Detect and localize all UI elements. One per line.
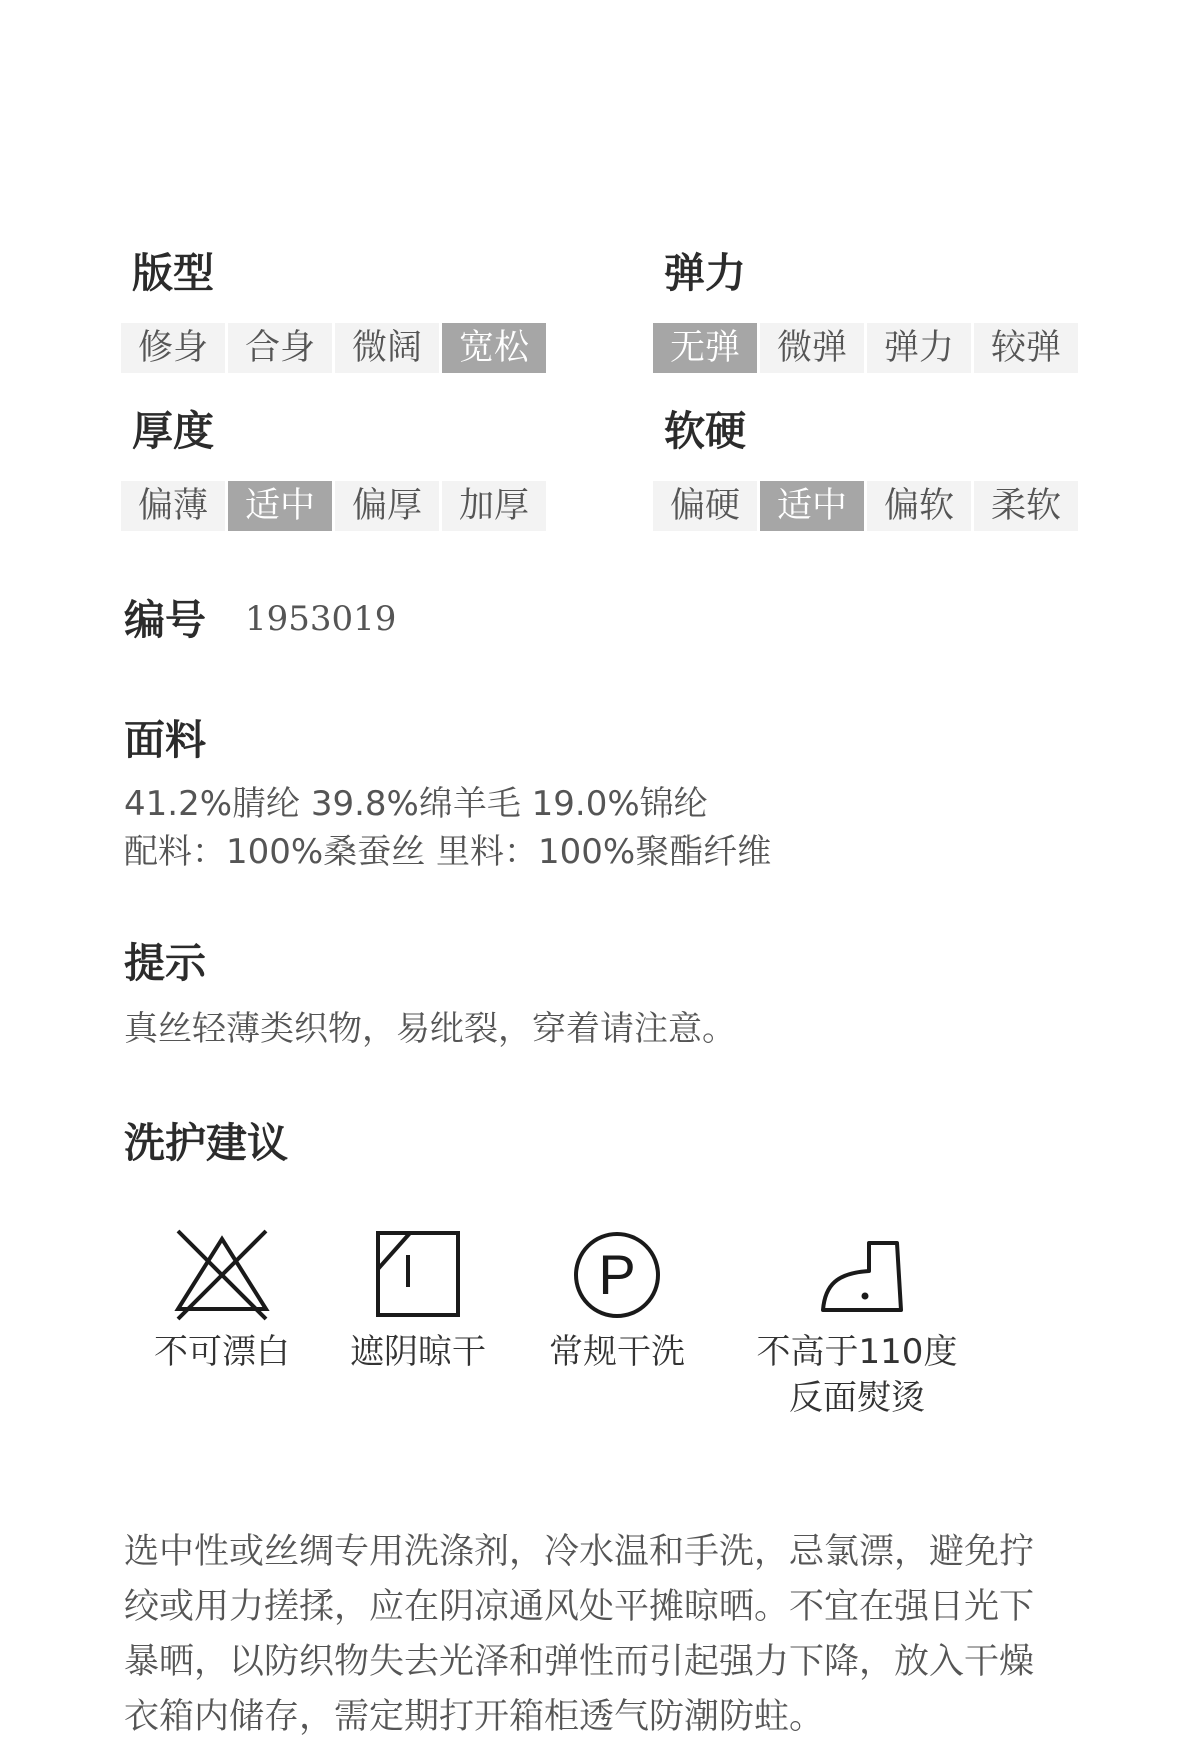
care-label: 遮阴晾干	[350, 1332, 486, 1372]
thickness-title: 厚度	[132, 407, 214, 455]
fit-option: 合身	[228, 323, 332, 373]
fit-options	[121, 323, 549, 373]
svg-text:P: P	[598, 1243, 636, 1306]
elasticity-option: 无弹	[653, 323, 757, 373]
fabric-title: 面料	[124, 716, 206, 764]
softness-options	[653, 481, 1081, 531]
softness-option: 适中	[760, 481, 864, 531]
thickness-option: 偏薄	[121, 481, 225, 531]
elasticity-title: 弹力	[664, 249, 746, 297]
fit-option: 修身	[121, 323, 225, 373]
dry-clean-p-icon	[567, 1225, 667, 1325]
thickness-option: 适中	[228, 481, 332, 531]
care-item-no-bleach	[142, 1225, 302, 1375]
tip-title: 提示	[124, 939, 206, 987]
softness-attribute	[653, 405, 1081, 531]
softness-option: 柔软	[974, 481, 1078, 531]
care-paragraph-line: 绞或用力搓揉，应在阴凉通风处平摊晾晒。不宜在强日光下	[124, 1587, 1035, 1627]
fit-title: 版型	[132, 249, 214, 297]
elasticity-option: 较弹	[974, 323, 1078, 373]
iron-low-icon	[807, 1225, 907, 1325]
care-paragraph-line: 选中性或丝绸专用洗涤剂，冷水温和手洗，忌氯漂，避免拧	[124, 1532, 1035, 1572]
elasticity-attribute	[653, 247, 1081, 373]
code-value: 1953019	[245, 599, 397, 639]
no-bleach-icon	[172, 1225, 272, 1325]
fit-option: 宽松	[442, 323, 546, 373]
thickness-option: 偏厚	[335, 481, 439, 531]
tip-text: 真丝轻薄类织物，易纰裂，穿着请注意。	[124, 1009, 736, 1049]
shade-dry-icon	[368, 1225, 468, 1325]
care-paragraph-line: 衣箱内储存，需定期打开箱柜透气防潮防蛀。	[124, 1697, 825, 1737]
care-item-dry-clean	[537, 1225, 697, 1375]
elasticity-options	[653, 323, 1081, 373]
elasticity-option: 弹力	[867, 323, 971, 373]
fabric-line: 配料：100%桑蚕丝 里料：100%聚酯纤维	[124, 832, 772, 872]
care-label: 反面熨烫	[789, 1378, 925, 1418]
care-label: 常规干洗	[549, 1332, 685, 1372]
care-title: 洗护建议	[124, 1119, 288, 1167]
care-label: 不可漂白	[154, 1332, 290, 1372]
thickness-option: 加厚	[442, 481, 546, 531]
thickness-options	[121, 481, 549, 531]
code-label: 编号	[124, 596, 206, 644]
fit-option: 微阔	[335, 323, 439, 373]
softness-title: 软硬	[664, 407, 746, 455]
care-item-shade-dry	[338, 1225, 498, 1375]
thickness-attribute	[121, 405, 549, 531]
elasticity-option: 微弹	[760, 323, 864, 373]
care-paragraph-line: 暴晒，以防织物失去光泽和弹性而引起强力下降，放入干燥	[124, 1642, 1035, 1682]
softness-option: 偏软	[867, 481, 971, 531]
care-item-iron	[742, 1225, 972, 1421]
softness-option: 偏硬	[653, 481, 757, 531]
fabric-line: 41.2%腈纶 39.8%绵羊毛 19.0%锦纶	[124, 784, 708, 824]
care-label: 不高于110度	[756, 1332, 958, 1372]
fit-attribute	[121, 247, 549, 373]
